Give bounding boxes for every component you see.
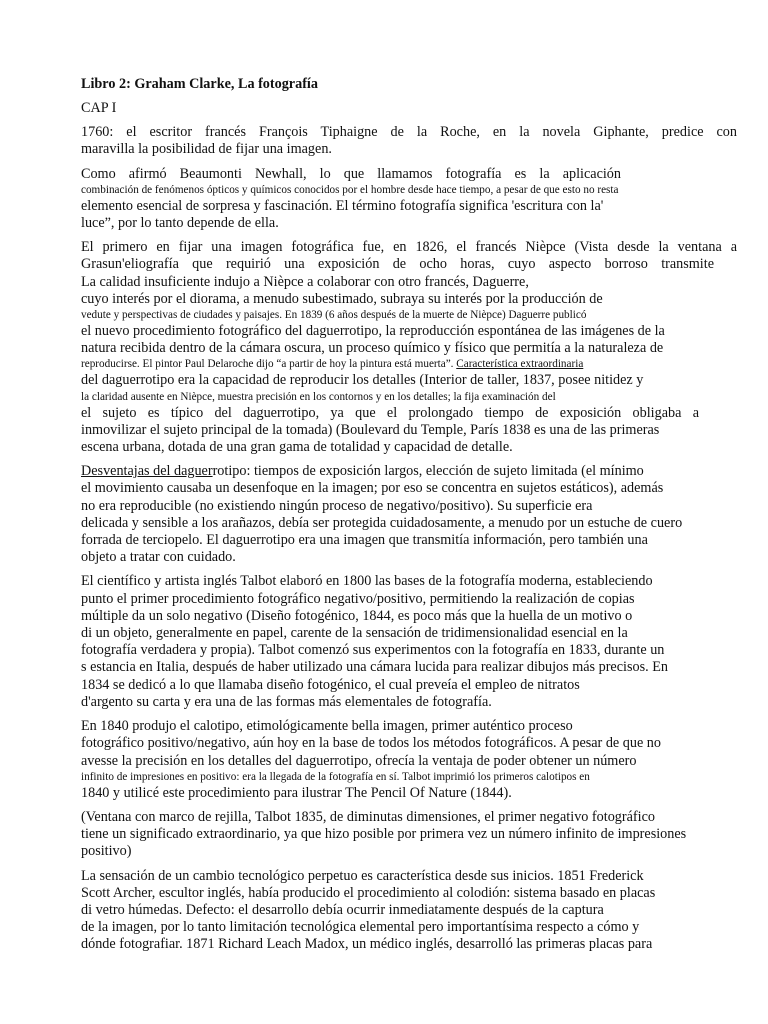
text-line: el nuevo procedimiento fotográfico del daguerrotipo, la reproducción espontánea de las imágenes de la: [81, 323, 665, 340]
paragraph-5: [81, 573, 737, 711]
text-line: 1840 y utilicé este procedimiento para ilustrar The Pencil Of Nature (1844).: [81, 784, 512, 801]
document-title: Libro 2: Graham Clarke, La fotografía: [81, 76, 318, 92]
text-line: escena urbana, dotada de una gran gama de totalidad y capacidad de detalle.: [81, 439, 513, 456]
chapter-heading: CAP I: [81, 100, 117, 116]
text-line: forrada de terciopelo. El daguerrotipo era una imagen que transmitía información, pero también una: [81, 532, 648, 549]
text-line: La sensación de un cambio tecnológico perpetuo es característica desde sus inicios. 1851 Frederick: [81, 867, 644, 884]
quote-text: reproducirse. El pintor Paul Delaroche dijo “a partir de hoy la pintura está muerta”.: [81, 358, 454, 371]
text-line: no era reproducible (no existiendo ningún proceso de negativo/positivo). Su superficie era: [81, 497, 593, 514]
text-line: luce”, por lo tanto depende de ella.: [81, 215, 279, 232]
text-line: [81, 357, 737, 372]
paragraph-7: [81, 809, 737, 861]
text-line: de la imagen, por lo tanto limitación tecnológica elemental pero importantísima respecto a cómo y: [81, 919, 640, 936]
text-line: Grasun'eliografía que requirió una exposición de ocho horas, cuyo aspecto borroso transmite: [81, 256, 714, 273]
text-line: vedute y perspectivas de ciudades y paisajes. En 1839 (6 años después de la muerte de Nièpce) Daguerre publicó: [81, 309, 587, 322]
paragraph-4: [81, 463, 737, 566]
text-line: del daguerrotipo era la capacidad de reproducir los detalles (Interior de taller, 1837, posee nitidez y: [81, 372, 644, 389]
text-line: En 1840 produjo el calotipo, etimológicamente bella imagen, primer auténtico proceso: [81, 718, 573, 735]
text-line: fotográfico positivo/negativo, aún hoy en la base de todos los métodos fotográficos. A pesar de que no: [81, 735, 661, 752]
text-line: punto el primer procedimiento fotográfico negativo/positivo, permitiendo la realización de copias: [81, 590, 635, 607]
paragraph-6: [81, 718, 737, 802]
text-line: inmovilizar el sujeto principal de la tomada) (Boulevard du Temple, París 1838 es una de las primeras: [81, 421, 660, 438]
text-line: El primero en fijar una imagen fotográfica fue, en 1826, el francés Nièpce (Vista desde la ventana a: [81, 239, 737, 256]
text-line: el sujeto es típico del daguerrotipo, ya que el prolongado tiempo de exposición obligaba a: [81, 404, 699, 421]
text-line: natura recibida dentro de la cámara oscura, un proceso químico y físico que permitía a la naturaleza de: [81, 340, 664, 357]
text-line: la claridad ausente en Nièpce, muestra precisión en los contornos y en los detalles; la fija examinación del: [81, 390, 556, 403]
text-line: infinito de impresiones en positivo: era la llegada de la fotografía en sí. Talbot imprimió los primeros calotipos en: [81, 770, 590, 783]
text-line: [81, 463, 737, 480]
text-line: delicada y sensible a los arañazos, debía ser protegida cuidadosamente, a menudo por un estuche de cuero: [81, 514, 683, 531]
text-line: d'argento su carta y era una de las formas más elementales de fotografía.: [81, 693, 492, 710]
text-line: maravilla la posibilidad de fijar una imagen.: [81, 141, 332, 158]
paragraph-3: [81, 239, 737, 456]
text-line: objeto a tratar con cuidado.: [81, 549, 236, 566]
underlined-phrase: Desventajas del daguer: [81, 463, 213, 480]
text-line: combinación de fenómenos ópticos y químicos conocidos por el hombre desde hace tiempo, a pesar de que esto no resta: [81, 183, 619, 196]
paragraph-2: [81, 166, 737, 233]
text-line: avesse la precisión en los detalles del daguerrotipo, ofrecía la ventaja de poder obtener un número: [81, 752, 637, 769]
text-line: 1834 se dedicó a lo que llamaba diseño fotogénico, el cual preveía el empleo de nitratos: [81, 676, 580, 693]
text-line: di vetro húmedas. Defecto: el desarrollo debía ocurrir inmediatamente después de la captura: [81, 901, 604, 918]
text-line: Scott Archer, escultor inglés, había producido el procedimiento al colodión: sistema basado en placas: [81, 884, 656, 901]
text-line: elemento esencial de sorpresa y fascinación. El término fotografía significa 'escritura con la': [81, 197, 604, 214]
text-line: positivo): [81, 843, 132, 860]
text-line: dónde fotografiar. 1871 Richard Leach Madox, un médico inglés, desarrolló las primeras placas para: [81, 936, 653, 953]
text-line: cuyo interés por el diorama, a menudo subestimado, subraya su interés por la producción de: [81, 290, 603, 307]
text-line: fotografía verdadera y propia). Talbot comenzó sus experimentos con la fotografía en 1833, durante un: [81, 642, 665, 659]
document-page: [81, 76, 737, 954]
text-line: Como afirmó Beaumonti Newhall, lo que llamamos fotografía es la aplicación: [81, 165, 621, 182]
text-line: tiene un significado extraordinario, ya que hizo posible por primera vez un número infinito de impresiones: [81, 826, 687, 843]
text-line: di un objeto, generalmente en papel, carente de la sensación de tridimensionalidad esencial en la: [81, 625, 628, 642]
underlined-phrase: Característica extraordinaria: [456, 358, 584, 371]
paragraph-8: [81, 868, 737, 954]
text-line: (Ventana con marco de rejilla, Talbot 1835, de diminutas dimensiones, el primer negativo fotográfico: [81, 808, 655, 825]
text-line: s estancia en Italia, después de haber utilizado una cámara lucida para realizar dibujos más precisos. En: [81, 659, 668, 676]
text-line: La calidad insuficiente indujo a Nièpce a colaborar con otro francés, Daguerre,: [81, 273, 529, 290]
text-line: el movimiento causaba un desenfoque en la imagen; por eso se concentra en sujetos estáticos), además: [81, 480, 664, 497]
text-line: múltiple da un solo negativo (Diseño fotogénico, 1844, es poco más que la huella de un motivo o: [81, 607, 633, 624]
paragraph-1: [81, 124, 737, 158]
text-segment: rotipo: tiempos de exposición largos, elección de sujeto limitada (el mínimo: [212, 463, 644, 480]
text-line: 1760: el escritor francés François Tiphaigne de la Roche, en la novela Giphante, predice con: [81, 124, 737, 141]
text-line: El científico y artista inglés Talbot elaboró en 1800 las bases de la fotografía moderna, estableciendo: [81, 573, 653, 590]
